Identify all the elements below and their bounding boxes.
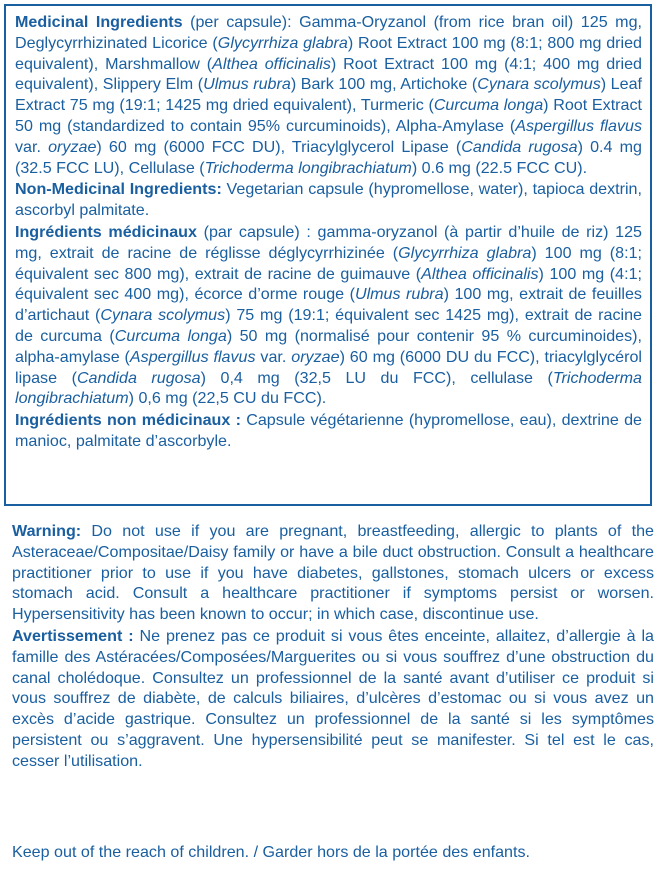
text-run: ) 0,6 mg (22,5 CU du FCC). — [128, 389, 327, 408]
text-run: ) Root Extract 100 mg (8:1; 800 mg dried equivalent), Marshmallow ( — [15, 33, 643, 73]
text-run: ) Bark 100 mg, Artichoke ( — [290, 75, 478, 94]
latin-name: Candida rugosa — [461, 137, 578, 156]
warning-fr-text: Ne prenez pas ce produit si vous êtes enceinte, allaitez, d’allergie à la famille des Astéracées/Composées/Marguerites ou si vous souffrez d’une obstruction du canal cholédoque. Consultez un professionnel de la santé avant d’utiliser ce produit si vous souffrez de diabète, de calculs biliaires, d’ulcères d’estomac ou si vous avez un excès d’acide gastrique. Consultez un professionnel de la santé si les symptômes persistent ou s’aggravent. Une hypersensibilité peut se manifester. Si tel est le cas, cesser l’utilisation. — [12, 626, 654, 770]
text-run: Capsule végétarienne (hypromellose, eau), dextrine de manioc, palmitate d’ascorbyle. — [15, 411, 642, 450]
latin-name: Trichoderma longibrachiatum — [15, 368, 643, 408]
text-run: ) 100 mg (8:1; équivalent sec 800 mg), extrait de racine de guimauve ( — [15, 243, 643, 283]
text-run: ) 60 mg (6000 FCC DU), Triacylglycerol Lipase ( — [96, 137, 462, 156]
warning-en-text: Do not use if you are pregnant, breastfeeding, allergic to plants of the Asteraceae/Compositae/Daisy family or have a bile duct obstruction. Consult a healthcare practitioner prior to use if you have diabetes, gallstones, stomach ulcers or excess stomach acid. Consult a healthcare practitioner if symptoms persist or worsen. Hypersensitivity has been known to occur; in which case, discontinue use. — [12, 522, 654, 624]
text-run: Vegetarian capsule (hypromellose, water), tapioca dextrin, ascorbyl palmitate. — [15, 180, 642, 220]
latin-name: oryzae — [291, 347, 340, 366]
latin-name: Cynara scolymus — [100, 306, 226, 325]
text-run: ) 0.6 mg (22.5 FCC CU). — [411, 158, 588, 177]
medicinal-ingredients-fr-label: Ingrédients médicinaux — [15, 222, 197, 241]
latin-name: Glycyrrhiza glabra — [398, 243, 532, 262]
medicinal-ingredients-fr-text — [15, 223, 642, 407]
latin-name: Aspergillus flavus — [515, 116, 642, 135]
latin-name: Ulmus rubra — [203, 75, 291, 94]
latin-name: Cynara scolymus — [477, 75, 601, 94]
text-run: (per capsule): Gamma-Oryzanol (from rice bran oil) 125 mg, Deglycyrrhizinated Licorice ( — [15, 13, 642, 52]
latin-name: oryzae — [48, 137, 97, 156]
latin-name: Curcuma longa — [433, 96, 544, 115]
medicinal-ingredients-fr — [15, 222, 642, 409]
text-run: ) Leaf Extract 75 mg (19:1; 1425 mg dried equivalent), Turmeric ( — [15, 75, 642, 115]
text-run: (par capsule) : gamma-oryzanol (à partir d’huile de riz) 125 mg, extrait de racine de réglisse déglycyrrhizinée ( — [15, 222, 642, 262]
warning-en-label: Warning: — [12, 522, 82, 540]
text-run: ) 60 mg (6000 DU du FCC), triacylglycérol lipase ( — [15, 347, 642, 387]
text-run: ) 75 mg (19:1; équivalent sec 1425 mg), extrait de racine de curcuma ( — [15, 306, 642, 345]
latin-name: Ulmus rubra — [354, 285, 444, 304]
latin-name: Trichoderma longibrachiatum — [204, 158, 412, 177]
text-run: ) 100 mg, extrait de feuilles d’artichaut ( — [15, 285, 642, 325]
text-run: ) 0.4 mg (32.5 FCC LU), Cellulase ( — [15, 137, 642, 177]
warning-fr-label: Avertissement : — [12, 626, 134, 645]
text-run: ) 0,4 mg (32,5 LU du FCC), cellulase ( — [200, 368, 553, 387]
latin-name: Candida rugosa — [76, 368, 201, 387]
medicinal-ingredients-en-label: Medicinal Ingredients — [15, 13, 183, 31]
medicinal-ingredients-en-text — [15, 13, 642, 177]
text-run: ) Root Extract 50 mg (standardized to contain 95% curcuminoids), Alpha-Amylase ( — [15, 96, 642, 135]
text-run: var. — [15, 137, 49, 156]
keep-out-of-reach-notice: Keep out of the reach of children. / Garder hors de la portée des enfants. — [12, 843, 531, 861]
latin-name: Glycyrrhiza glabra — [217, 33, 348, 52]
text-run: ) Root Extract 100 mg (4:1; 400 mg dried equivalent), Slippery Elm ( — [15, 54, 642, 94]
warning-fr — [12, 626, 654, 772]
text-run: var. — [255, 347, 292, 366]
warnings-section — [12, 521, 654, 772]
latin-name: Althea officinalis — [421, 264, 539, 283]
non-medicinal-ingredients-en-label: Non-Medicinal Ingredients: — [15, 180, 222, 199]
non-medicinal-ingredients-fr — [15, 410, 642, 452]
latin-name: Aspergillus flavus — [129, 347, 256, 366]
latin-name: Curcuma longa — [114, 326, 227, 345]
ingredients-box — [4, 4, 652, 506]
latin-name: Althea officinalis — [212, 54, 331, 73]
non-medicinal-ingredients-en — [15, 179, 642, 221]
medicinal-ingredients-en — [15, 12, 642, 178]
text-run: ) 100 mg (4:1; équivalent sec 400 mg), écorce d’orme rouge ( — [15, 264, 642, 304]
text-run: ) 50 mg (normalisé pour contenir 95 % curcuminoides), alpha-amylase ( — [15, 326, 642, 366]
non-medicinal-ingredients-fr-label: Ingrédients non médicinaux : — [15, 411, 241, 430]
warning-en — [12, 521, 654, 625]
